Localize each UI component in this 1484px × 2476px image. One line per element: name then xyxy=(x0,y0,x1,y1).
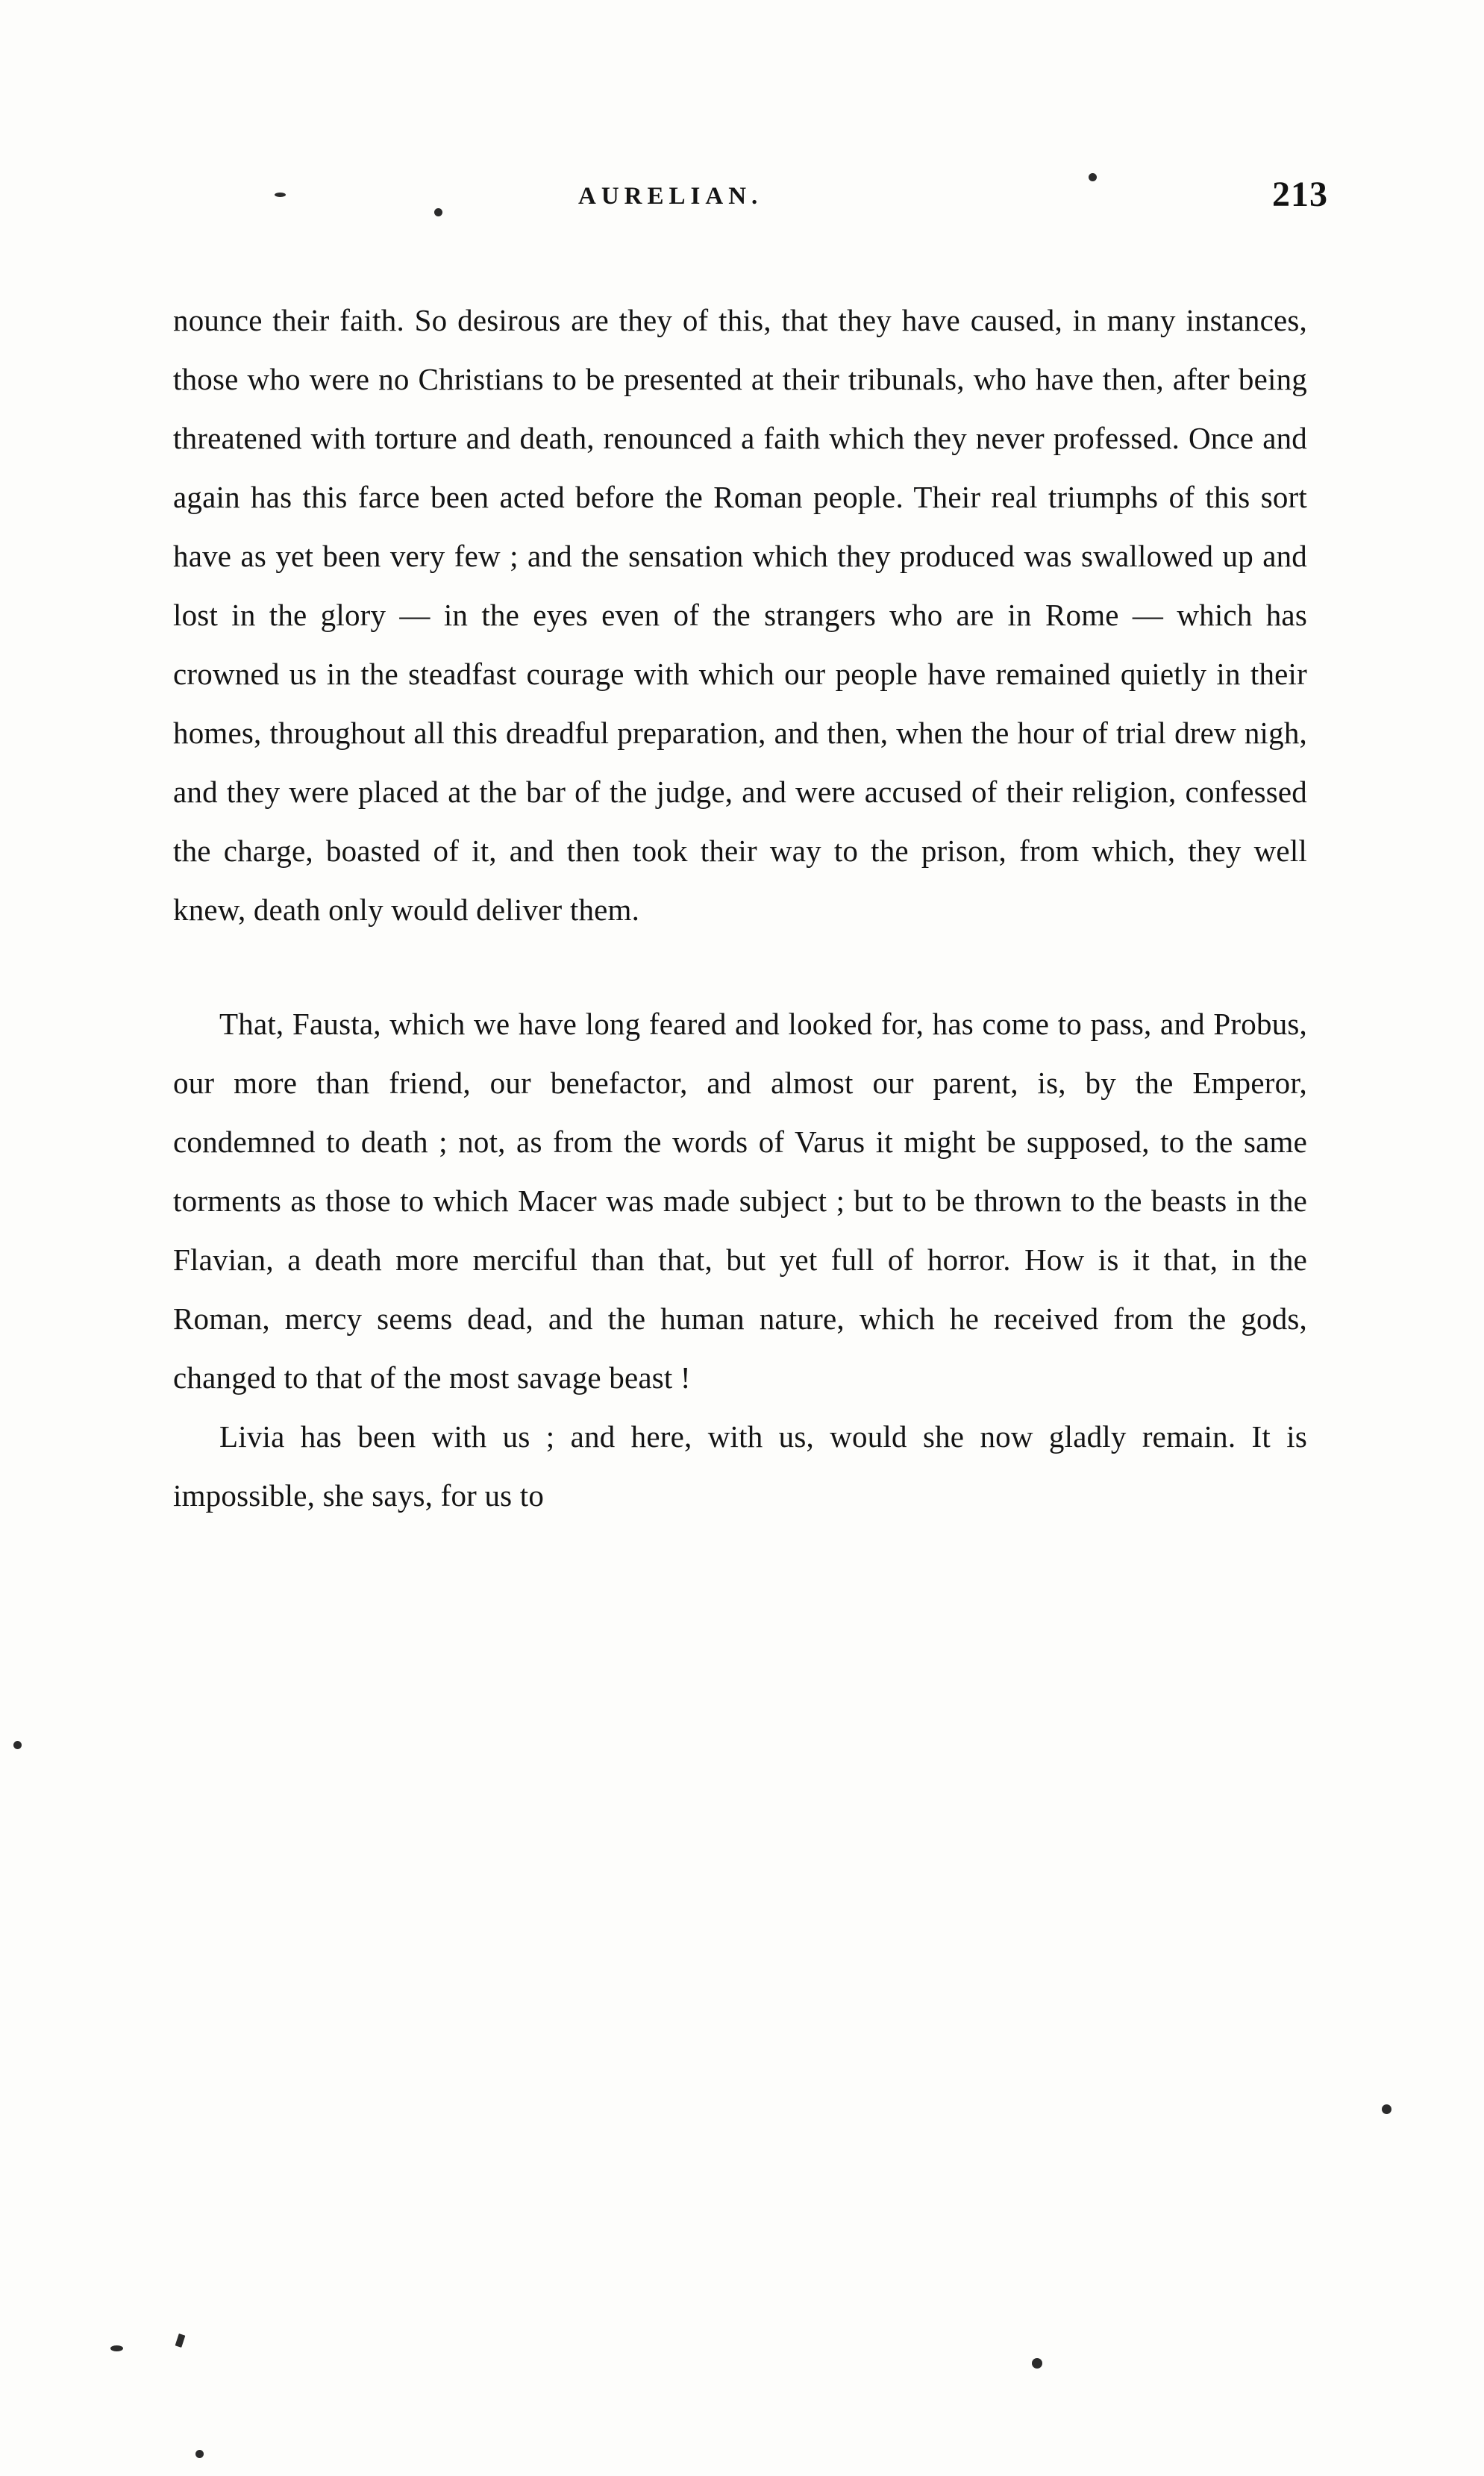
page-number: 213 xyxy=(1272,175,1328,214)
speck-right-low xyxy=(1382,2104,1391,2114)
running-head-title: AURELIAN. xyxy=(578,183,763,210)
speck-bottom-a xyxy=(110,2345,123,2351)
speck-bottom-c xyxy=(1032,2358,1042,2369)
running-head xyxy=(172,175,1328,235)
paragraph-livia: Livia has been with us ; and here, with us, would she now gladly remain. It is impossible, she says, for us to xyxy=(173,1419,1307,1513)
speck-left-mid xyxy=(13,1741,22,1749)
paragraph-fausta: That, Fausta, which we have long feared and looked for, has come to pass, and Probus, our more than friend, our benefactor, and almost our parent, is, by the Emperor, condemned to death ; not, as from the words of Varus it might be supposed, to the same torments as those to which Macer was made subject ; but to be thrown to the beasts in the Flavian, a death more merciful than that, but yet full of horror. How is it that, in the Roman, mercy seems dead, and the human nature, which he received from the gods, changed to that of the most savage beast ! xyxy=(173,1007,1307,1395)
speck-top-right xyxy=(1089,173,1097,181)
speck-bottom-b xyxy=(175,2333,186,2348)
paragraph-continued: nounce their faith. So desirous are they of this, that they have caused, in many instances, those who were no Christians to be presented at their tribunals, who have then, after being threatened with torture and death, renounced a faith which they never professed. Once and again has this farce been acted before the Roman people. Their real triumphs of this sort have as yet been very few ; and the sensation which they produced was swallowed up and lost in the glory — in the eyes even of the strangers who are in Rome — which has crowned us in the steadfast courage with which our people have remained quietly in their homes, throughout all this dreadful preparation, and then, when the hour of trial drew nigh, and they were placed at the bar of the judge, and were accused of their religion, confessed the charge, boasted of it, and then took their way to the prison, from which, they well knew, death only would deliver them. xyxy=(173,303,1307,927)
speck-top-left xyxy=(275,193,286,197)
speck-bottom-d xyxy=(195,2450,204,2458)
speck-top-mid xyxy=(434,208,442,216)
body-text-column xyxy=(173,291,1307,1525)
